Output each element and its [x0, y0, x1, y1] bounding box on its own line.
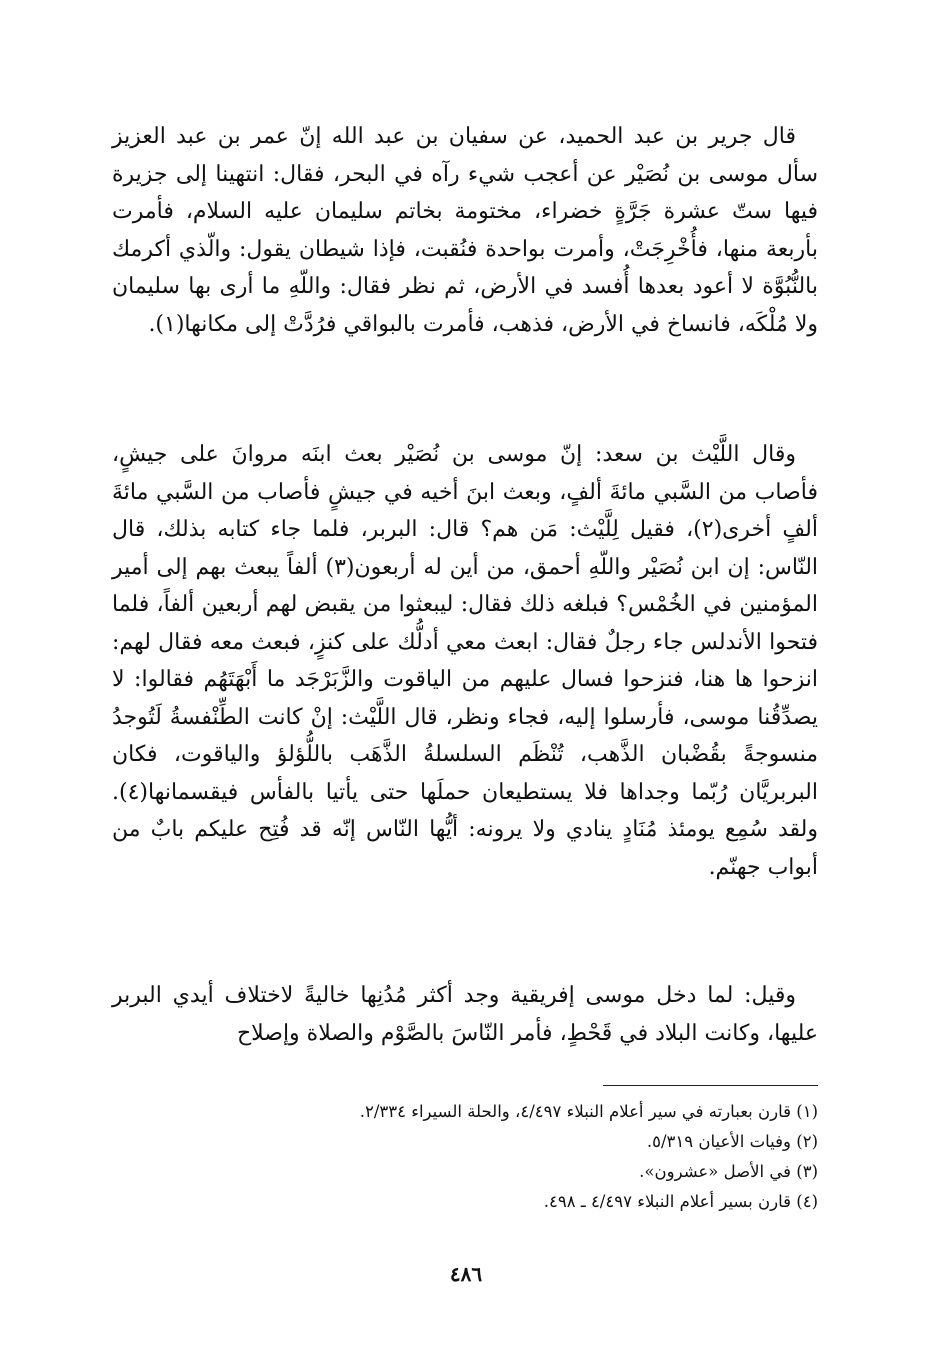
footnote-2: (٢) وفيات الأعيان ٥/٣١٩.: [646, 1132, 818, 1151]
footnote-3: (٣) في الأصل «عشرون».: [639, 1162, 818, 1181]
paragraph-layth: وقال اللَّيْث بن سعد: إنّ موسى بن نُصَيْر بعث ابنَه مروانَ على جيشٍ، فأصاب من السَّبي مائةَ ألفٍ، وبعث ابنَ أخيه في جيشٍ فأصاب من السَّبي مائةَ ألفٍ أخرى(٢)، فقيل لِلَّيْث: مَن هم؟ قال: البربر، فلما جاء كتابه بذلك، قال النّاس: إن ابن نُصَيْر واللّهِ أحمق، من أين له أربعون(٣) ألفاً يبعث بهم إلى أمير المؤمنين في الخُمْس؟ فبلغه ذلك فقال: ليبعثوا من يقبض لهم أربعين ألفاً، فلما فتحوا الأندلس جاء رجلٌ فقال: ابعث معي أدلُّك على كنزٍ، فبعث معه فقال لهم: انزحوا ها هنا، فنزحوا فسال عليهم من الياقوت والزَّبَرْجَد ما أَبْهَتَهُم فقالوا: لا يصدِّقُنا موسى، فأرسلوا إليه، فجاء ونظر، قال اللَّيْث: إنْ كانت الطِّنْفسةُ لَتُوجدُ منسوجةً بقُضْبان الذَّهب، تُنْظَم السلسلةُ الذَّهَب باللُّؤلؤ والياقوت، فكان البربريَّان رُبّما وجداها فلا يستطيعان حملَها حتى يأتيا بالفأس فيقسمانها(٤). ولقد سُمِع يومئذ مُنَادٍ ينادي ولا يرونه: أيُّها النّاس إنّه قد فُتِح عليكم بابٌ من أبواب جهنّم.: [112, 442, 819, 880]
body-text-block-1: [112, 118, 818, 343]
footnote-1: (١) قارن بعبارته في سير أعلام النبلاء ٤/٤٩٧، والحلة السيراء ٢/٣٣٤.: [359, 1102, 818, 1121]
footnotes-section: [112, 1097, 818, 1217]
footnote-4: (٤) قارن بسير أعلام النبلاء ٤/٤٩٧ ـ ٤٩٨.: [543, 1192, 818, 1211]
paragraph-ifriqiya: وقيل: لما دخل موسى إفريقية وجد أكثر مُدُنِها خاليةً لاختلاف أيدي البربر عليها، وكانت البلاد في قَحْطٍ، فأمر النّاسَ بالصَّوْم والصلاة وإصلاح: [112, 983, 818, 1046]
body-text-block-2: [112, 436, 818, 886]
page-number: ٤٨٦: [449, 1262, 483, 1286]
body-text-block-3: [112, 977, 818, 1052]
footnote-divider: [603, 1085, 818, 1086]
paragraph-jarir: قال جرير بن عبد الحميد، عن سفيان بن عبد الله إنّ عمر بن عبد العزيز سأل موسى بن نُصَيْر عن أعجب شيء رآه في البحر، فقال: انتهينا إلى جزيرة فيها ستّ عشرة جَرَّةٍ خضراء، مختومة بخاتم سليمان عليه السلام، فأمرت بأربعة منها، فأُخْرِجَتْ، وأمرت بواحدة فنُقبت، فإذا شيطان يقول: والّذي أكرمك بالنُّبُوَّة لا أعود بعدها أُفسد في الأرض، ثم نظر فقال: واللّهِ ما أرى بها سليمان ولا مُلْكَه، فانساخ في الأرض، فذهب، فأمرت بالبواقي فرُدَّتْ إلى مكانها(١).: [112, 124, 818, 337]
